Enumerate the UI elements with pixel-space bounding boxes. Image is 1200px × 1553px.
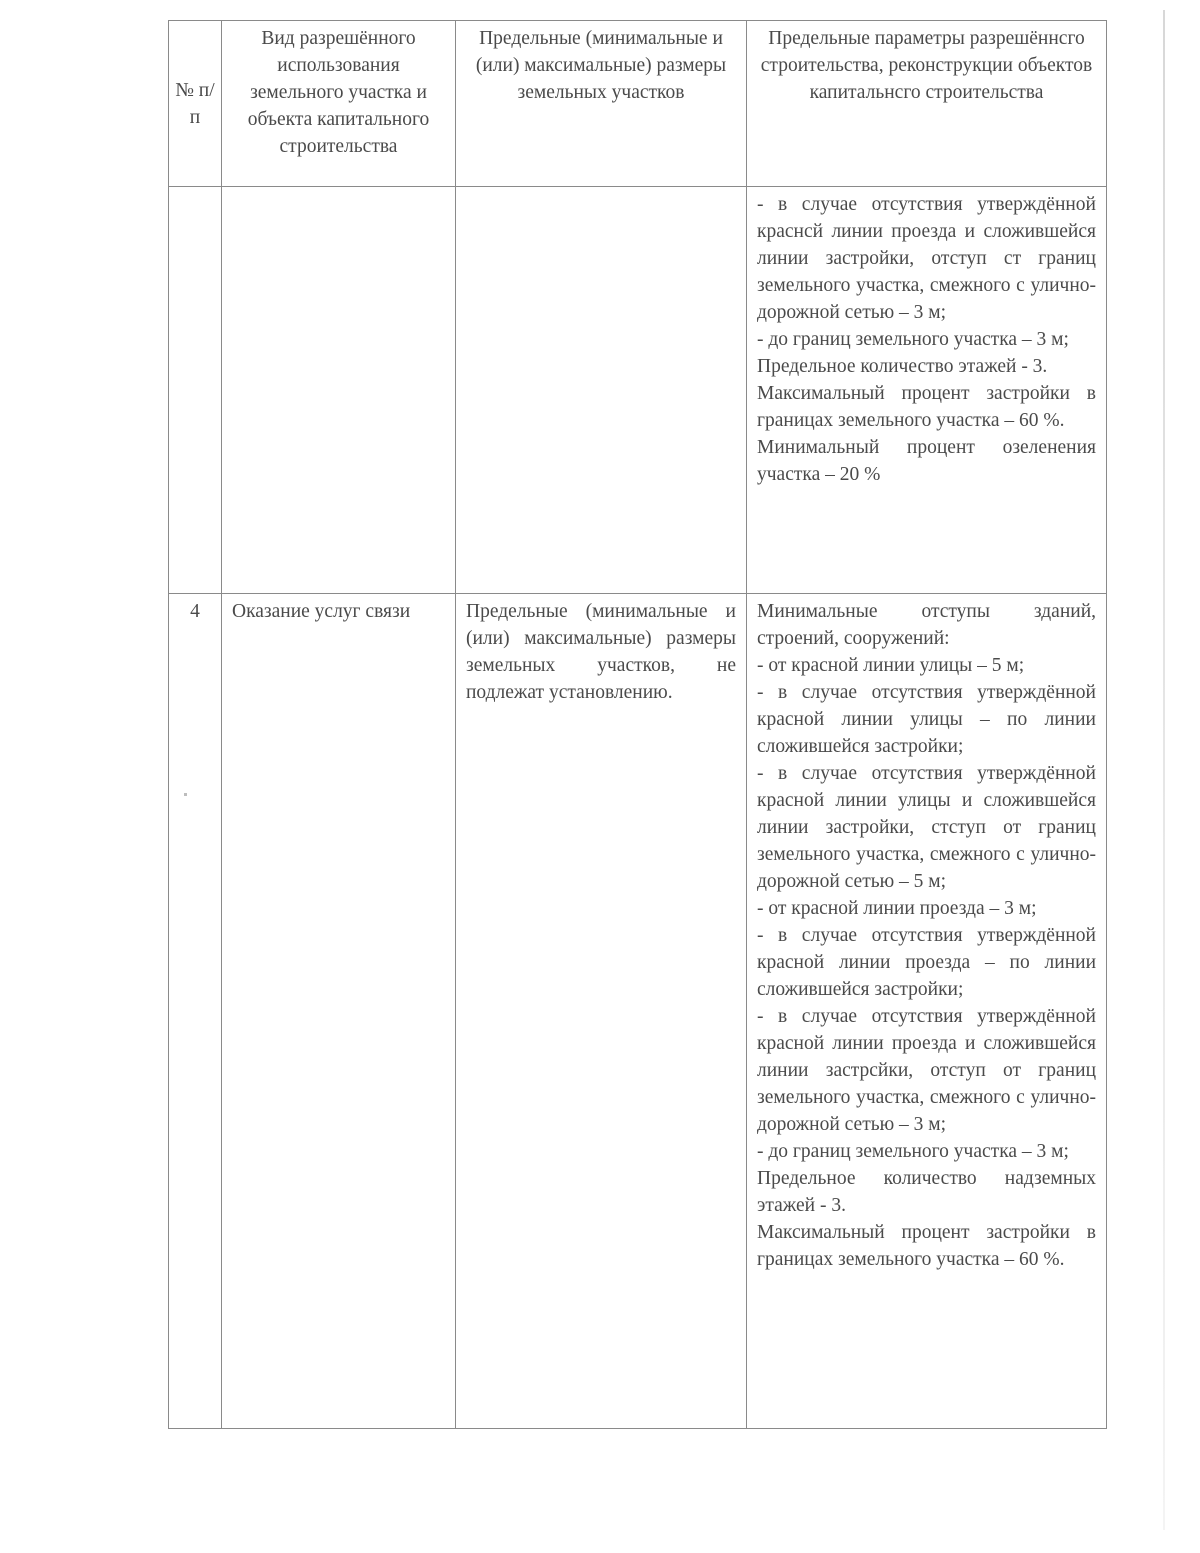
param-line: - в случае отсутствия утверждённой красной линии проезда – по линии сложившейся застройки; — [757, 925, 1096, 1000]
row-number — [169, 187, 222, 594]
param-line: Минимальный процент озеленения участка – 20 % — [757, 437, 1096, 485]
param-line: Максимальный процент застройки в границах земельного участка – 60 %. — [757, 1222, 1096, 1270]
table-row — [169, 187, 1107, 594]
param-line: - в случае отсутствия утверждённой красной линии улицы и сложившейся линии застройки, стступ от границ земельного участка, смежного с улично-дорожной сетью – 5 м; — [757, 763, 1096, 892]
header-build-params: Предельные параметры разрешённсго строительства, реконструкции объектов капитальнсго строительства — [747, 21, 1107, 187]
header-plot-sizes: Предельные (минимальные и (или) максимальные) размеры земельных участков — [456, 21, 747, 187]
header-number: № п/п — [169, 21, 222, 187]
param-line: - от красной линии проезда – 3 м; — [757, 898, 1037, 919]
param-line: - до границ земельного участка – 3 м; — [757, 329, 1069, 350]
zoning-parameters-table — [168, 20, 1107, 1429]
param-line: - в случае отсутствия утверждённой красной линии проезда и сложившейся линии застрсйки, отступ от границ земельного участка, смежного с улично-дорожной сетью – 3 м; — [757, 1006, 1096, 1135]
param-line: Минимальные отступы зданий, строений, сооружений: — [757, 601, 1096, 649]
param-line: Предельное количество надземных этажей - 3. — [757, 1168, 1096, 1216]
row-use-type — [222, 187, 456, 594]
param-line: Максимальный процент застройки в границах земельного участка – 60 %. — [757, 383, 1096, 431]
param-line: - в случае отсутствия утверждённой красной линии улицы – по линии сложившейся застройки; — [757, 682, 1096, 757]
row-build-params — [747, 594, 1107, 1429]
row-plot-sizes — [456, 187, 747, 594]
header-use-type: Вид разрешённого использования земельного участка и объекта капитального строительства — [222, 21, 456, 187]
table-row — [169, 594, 1107, 1429]
param-line: Предельное количество этажей - 3. — [757, 356, 1048, 377]
param-line: - от красной линии улицы – 5 м; — [757, 655, 1025, 676]
param-line: - в случае отсутствия утверждённой краснсй линии проезда и сложившейся линии застройки, отступ ст границ земельного участка, смежного с улично-дорожной сетью – 3 м; — [757, 194, 1096, 323]
row-use-type: Оказание услуг связи — [222, 594, 456, 1429]
row-number: 4 — [169, 594, 222, 1429]
row-build-params — [747, 187, 1107, 594]
row-plot-sizes: Предельные (минимальные и (или) максимальные) размеры земельных участков, не подлежат установлению. — [456, 594, 747, 1429]
table-header-row — [169, 21, 1107, 187]
page-edge-shadow — [1163, 10, 1165, 1530]
param-line: - до границ земельного участка – 3 м; — [757, 1141, 1069, 1162]
